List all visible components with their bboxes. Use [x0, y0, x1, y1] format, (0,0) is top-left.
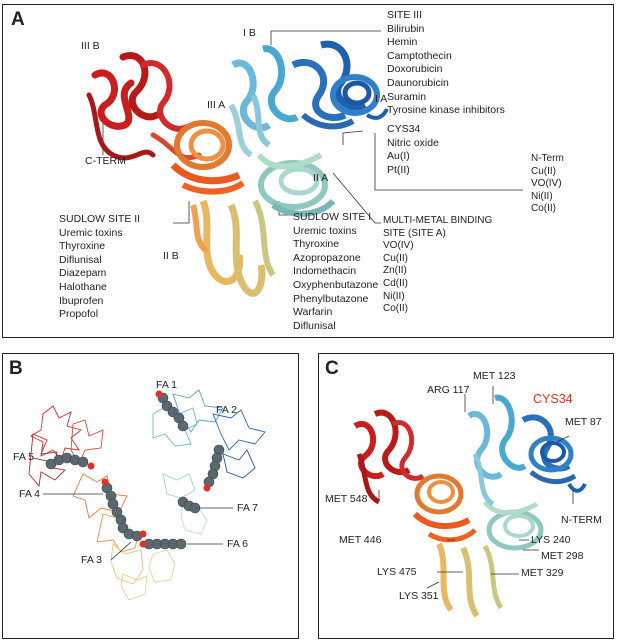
domain-ib-helices: [231, 49, 297, 155]
n-term-item: Co(II): [531, 203, 556, 215]
domain-iib-helices: [193, 201, 273, 293]
lys475-label: LYS 475: [377, 566, 417, 578]
fa7-label: FA 7: [237, 502, 259, 514]
met87-label: MET 87: [565, 416, 602, 428]
n-term-item: Ni(II): [531, 190, 553, 202]
cys34-item: Au(I): [387, 150, 410, 163]
c-term-label: C-TERM: [85, 155, 126, 167]
panel-b-sticks: [29, 390, 265, 600]
panel-c-domain-cyan: [469, 398, 525, 504]
sudlow-site-ii-item: Propofol: [59, 308, 99, 321]
n-term-item: VO(IV): [531, 178, 562, 190]
panel-b-leader-lines: [33, 458, 233, 560]
sudlow-site-ii-item: Halothane: [59, 280, 107, 293]
sudlow-site-ii-list: [59, 213, 140, 322]
sudlow-site-i-list: [293, 211, 378, 333]
sudlow-site-i-item: Diflunisal: [293, 319, 336, 332]
lys351-label: LYS 351: [399, 590, 439, 602]
fa6-label: FA 6: [227, 538, 249, 550]
multi-metal-item: Cu(II): [383, 252, 408, 264]
sudlow-site-ii-item: Thyroxine: [59, 240, 106, 253]
n-term-label: N-TERM: [561, 514, 602, 526]
domain-iia-label: II A: [313, 172, 329, 184]
sudlow-site-i-item: Phenylbutazone: [293, 292, 369, 305]
panel-a: [2, 4, 614, 338]
site-iii-item: Doxorubicin: [387, 63, 443, 76]
sudlow-site-i-title: SUDLOW SITE I: [293, 211, 372, 223]
sudlow-site-ii-title: SUDLOW SITE II: [59, 213, 141, 225]
domain-iiib-helices: [89, 56, 199, 158]
fa1-label: FA 1: [156, 379, 178, 391]
site-iii-item: Camptothecin: [387, 49, 452, 62]
fa3-label: FA 3: [81, 554, 103, 566]
domain-iiia-helices: [173, 123, 243, 192]
cys34-list: [387, 123, 439, 177]
sudlow-site-i-item: Azopropazone: [293, 251, 361, 264]
fatty-acid-spheres: [46, 393, 224, 549]
panel-c-letter: C: [325, 358, 339, 379]
sudlow-site-i-item: Oxyphenbutazone: [293, 278, 379, 291]
domain-ia-label: I A: [375, 93, 388, 105]
multi-metal-title: MULTI-METAL BINDING: [383, 215, 493, 226]
multi-metal-site-list: [383, 215, 492, 316]
met329-label: MET 329: [521, 567, 564, 579]
multi-metal-item: Zn(II): [383, 265, 407, 277]
multi-metal-item: VO(IV): [383, 240, 414, 252]
site-iii-item: Daunorubicin: [387, 76, 449, 89]
domain-iib-label: II B: [163, 250, 179, 262]
cys34-title: CYS34: [387, 123, 421, 135]
multi-metal-title: SITE (SITE A): [383, 227, 446, 239]
sudlow-site-i-item: Thyroxine: [293, 238, 340, 251]
domain-iiib-label: III B: [81, 40, 100, 52]
panel-c-domain-yellow: [439, 544, 501, 616]
site-iii-item: Hemin: [387, 36, 418, 49]
fa5-label: FA 5: [13, 451, 35, 463]
site-iii-item: Bilirubin: [387, 22, 425, 35]
fa2-label: FA 2: [216, 404, 238, 416]
n-term-item: Cu(II): [531, 165, 556, 177]
panel-b-stick-model: [3, 354, 300, 640]
carboxyl-oxygens: [88, 391, 211, 548]
domain-ib-label: I B: [243, 27, 256, 39]
multi-metal-item: Co(II): [383, 303, 408, 315]
sudlow-site-i-item: Uremic toxins: [293, 224, 357, 237]
panel-c-domain-red: [355, 413, 423, 502]
fa4-label: FA 4: [19, 488, 41, 500]
multi-metal-item: Ni(II): [383, 290, 405, 302]
sudlow-site-i-item: Indomethacin: [293, 265, 357, 278]
cys34-item: Nitric oxide: [387, 136, 439, 149]
site-iii-list: [387, 9, 505, 118]
met123-label: MET 123: [473, 370, 516, 382]
arg117-label: ARG 117: [427, 384, 470, 396]
sudlow-site-i-item: Warfarin: [293, 306, 333, 319]
domain-ia-helices: [293, 44, 387, 126]
sudlow-site-ii-item: Diflunisal: [59, 253, 102, 266]
sudlow-site-ii-item: Diazepam: [59, 267, 107, 280]
met446-label: MET 446: [339, 534, 382, 546]
n-term-list: [531, 153, 564, 216]
sudlow-site-ii-item: Uremic toxins: [59, 226, 123, 239]
domain-iiia-label: III A: [207, 99, 226, 111]
panel-b: [2, 353, 299, 639]
panel-c-domain-orange: [415, 476, 475, 540]
panel-b-letter: B: [9, 358, 23, 379]
multi-metal-item: Cd(II): [383, 277, 408, 289]
lys240-label: LYS 240: [531, 534, 571, 546]
met548-label: MET 548: [325, 493, 368, 505]
cys34-item: Pt(II): [387, 163, 410, 176]
sudlow-site-ii-item: Ibuprofen: [59, 294, 104, 307]
n-term-title: N-Term: [531, 153, 564, 164]
met298-label: MET 298: [541, 550, 584, 562]
site-iii-item: Suramin: [387, 90, 427, 103]
cys34-label: CYS34: [533, 392, 573, 406]
panel-c: [318, 353, 614, 639]
site-iii-title: SITE III: [387, 9, 423, 21]
panel-a-letter: A: [11, 9, 25, 30]
site-iii-item: Tyrosine kinase inhibitors: [387, 104, 505, 117]
